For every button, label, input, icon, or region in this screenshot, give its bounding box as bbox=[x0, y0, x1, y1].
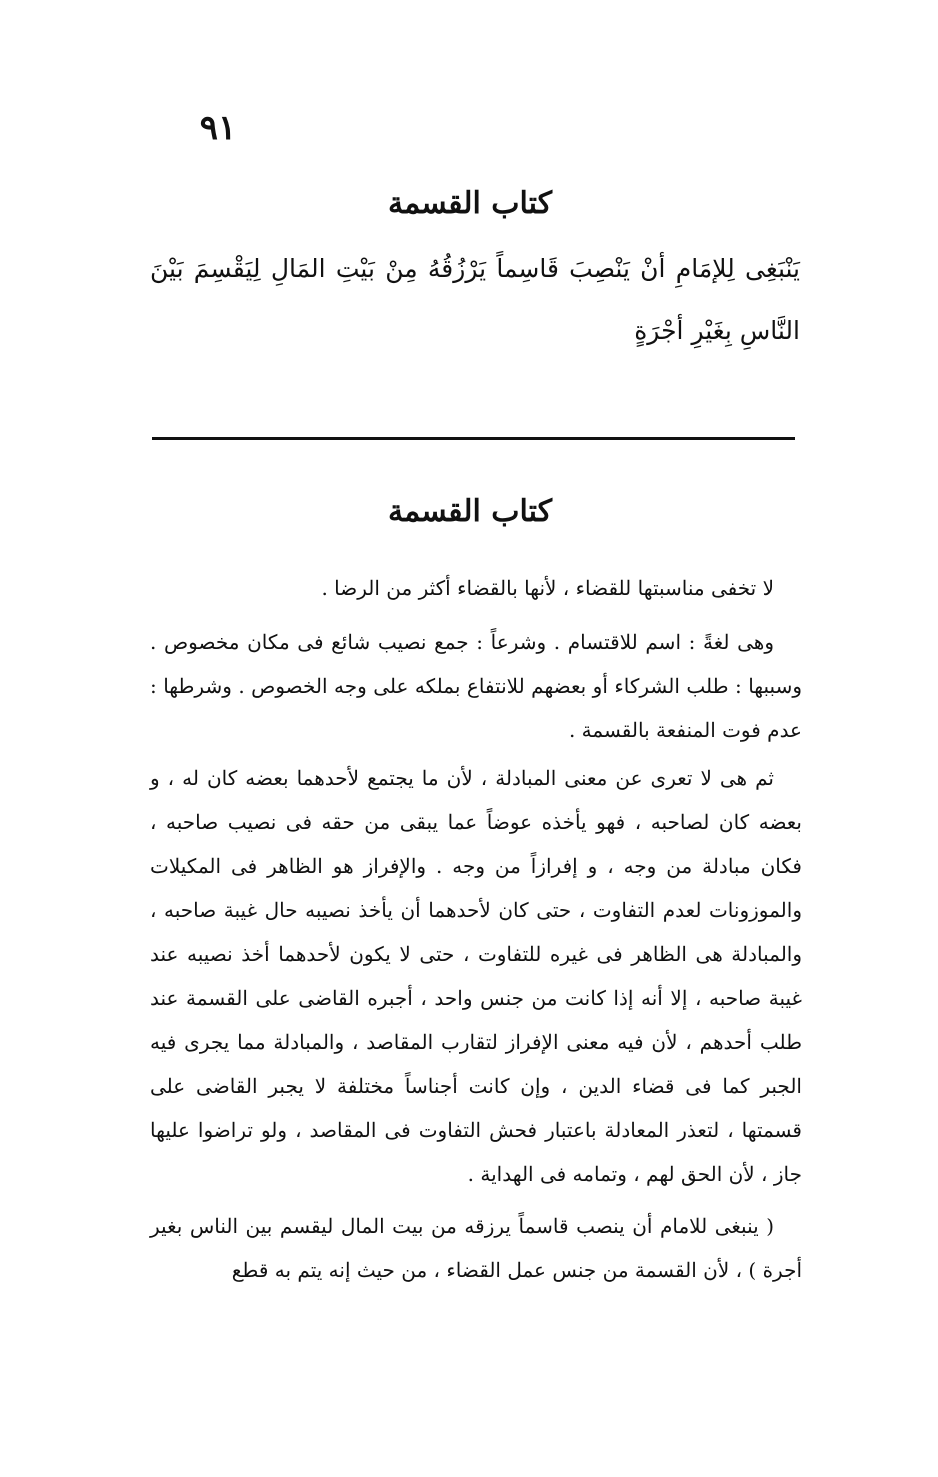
matn-text: يَنْبَغِى لِلإمَامِ أنْ يَنْصِبَ قَاسِماً يَرْزُقُهُ مِنْ بَيْتِ المَالِ لِيَقْسِمَ بَيْنَ النَّاسِ بِغَيْرِ أجْرَةٍ bbox=[150, 254, 800, 345]
paragraph-definition: وهى لغةً : اسم للاقتسام . وشرعاً : جمع نصيب شائع فى مكان مخصوص . وسببها : طلب الشركاء أو بعضهم للانتفاع بملكه على وجه الخصوص . وشرطها : عدم فوت المنفعة بالقسمة . bbox=[150, 630, 802, 742]
divider-rule bbox=[152, 437, 795, 440]
commentary bbox=[150, 566, 802, 1300]
page-number: ٩١ bbox=[199, 108, 237, 148]
paragraph-intro: لا تخفى مناسبتها للقضاء ، لأنها بالقضاء أكثر من الرضا . bbox=[321, 576, 774, 600]
paragraph-exchange: ثم هى لا تعرى عن معنى المبادلة ، لأن ما يجتمع لأحدهما بعضه كان له ، و بعضه كان لصاحبه ، فهو يأخذه عوضاً عما يبقى من حقه فى نصيب صاحبه ، فكان مبادلة من وجه ، و إفرازاً من وجه . والإفراز هو الظاهر فى المكيلات والموزونات لعدم التفاوت ، حتى كان لأحدهما أن يأخذ نصيبه حال غيبة صاحبه ، والمبادلة هى الظاهر فى غيره للتفاوت ، حتى لا يكون لأحدهما أخذ نصيبه عند غيبة صاحبه ، إلا أنه إذا كانت من جنس واحد ، أجبره القاضى على القسمة عند طلب أحدهم ، لأن فيه معنى الإفراز لتقارب المقاصد ، والمبادلة مما يجرى فيه الجبر كما فى قضاء الدين ، وإن كانت أجناساً مختلفة لا يجبر القاضى على قسمتها ، لتعذر المعادلة باعتبار فحش التفاوت فى المقاصد ، ولو تراضوا عليها جاز ، لأن الحق لهم ، وتمامه فى الهداية . bbox=[150, 766, 802, 1186]
matn-title: كتاب القسمة bbox=[387, 186, 552, 221]
paragraph-matn-quote: ( ينبغى للامام أن ينصب قاسماً يرزقه من بيت المال ليقسم بين الناس بغير أجرة ) ، لأن القسمة من جنس عمل القضاء ، من حيث إنه يتم به قطع bbox=[150, 1214, 802, 1282]
section-title: كتاب القسمة bbox=[387, 494, 552, 529]
